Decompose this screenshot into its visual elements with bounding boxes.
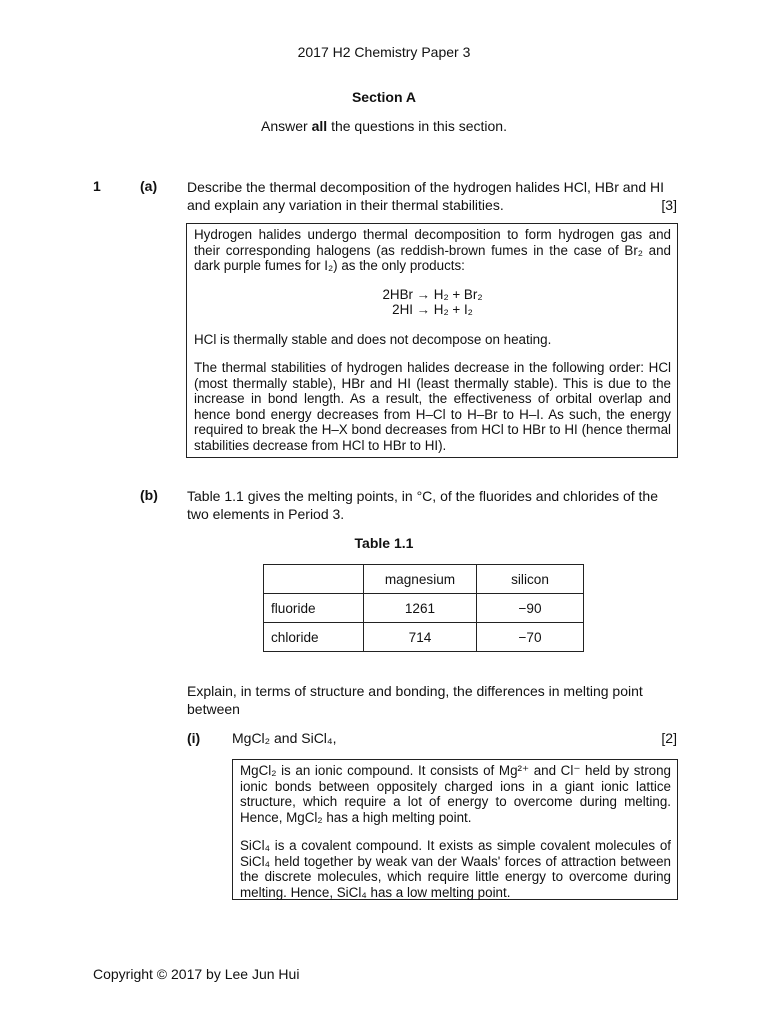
equation-hi: 2HI → H₂ + I₂ (392, 302, 473, 317)
table-title: Table 1.1 (354, 535, 414, 551)
table-cell: 714 (364, 623, 477, 652)
question-number: 1 (93, 178, 101, 194)
instruction-after: the questions in this section. (327, 118, 507, 134)
part-a-question (187, 178, 677, 214)
section-instruction (0, 118, 768, 134)
sub-i-answer-p1: MgCl₂ is an ionic compound. It consists of Mg²⁺ and Cl⁻ held by strong ionic bonds between oppositely charged ions in a giant ionic lattice structure, which require a lot of energy to overcome during melting. Hence, MgCl₂ has a high melting point. (240, 763, 671, 825)
instruction-before: Answer (261, 118, 312, 134)
table-row (264, 623, 584, 652)
table-header-cell: magnesium (364, 565, 477, 594)
sub-i-question-text: MgCl₂ and SiCl₄, (232, 730, 337, 746)
sub-i-answer-p2: SiCl₄ is a covalent compound. It exists as simple covalent molecules of SiCl₄ held together by weak van der Waals' forces of attraction between the discrete molecules, which require little energy to overcome during melting. Hence, SiCl₄ has a low melting point. (240, 838, 671, 900)
table-cell: −90 (477, 594, 584, 623)
melting-points-table (263, 564, 584, 652)
table-header-cell: silicon (477, 565, 584, 594)
copyright-footer: Copyright © 2017 by Lee Jun Hui (93, 966, 300, 982)
table-row (264, 594, 584, 623)
table-cell: chloride (264, 623, 364, 652)
part-b-explain: Explain, in terms of structure and bonding, the differences in melting point between (187, 683, 643, 717)
part-a-marks: [3] (661, 197, 677, 213)
part-a-question-text: Describe the thermal decomposition of the hydrogen halides HCl, HBr and HI and explain any variation in their thermal stabilities. (187, 179, 665, 213)
sub-i-label: (i) (187, 730, 201, 746)
page-header: 2017 H2 Chemistry Paper 3 (297, 44, 471, 60)
instruction-bold: all (311, 118, 328, 134)
table-cell: 1261 (364, 594, 477, 623)
part-a-answer-box (186, 223, 678, 458)
equations (194, 287, 671, 318)
sub-i-answer-box (232, 759, 678, 900)
table-header-row (264, 565, 584, 594)
sub-i-question (232, 730, 677, 746)
part-b-label: (b) (140, 487, 158, 503)
equation-hbr: 2HBr → H₂ + Br₂ (382, 286, 483, 302)
table-cell: −70 (477, 623, 584, 652)
sub-i-marks: [2] (661, 730, 677, 746)
part-a-answer-p2: HCl is thermally stable and does not decompose on heating. (194, 331, 552, 347)
part-a-label: (a) (140, 178, 158, 194)
part-a-answer-p1: Hydrogen halides undergo thermal decomposition to form hydrogen gas and their corresponding halogens (as reddish-brown fumes in the case of Br₂ and dark purple fumes for I₂) as the only products: (194, 227, 671, 273)
part-b-question: Table 1.1 gives the melting points, in °C, of the fluorides and chlorides of the two elements in Period 3. (187, 488, 658, 522)
part-a-answer-p3: The thermal stabilities of hydrogen halides decrease in the following order: HCl (most thermally stable), HBr and HI (least thermally stable). This is due to the increase in bond length. As a result, the effectiveness of orbital overlap and hence bond energy decreases from H–Cl to H–Br to H–I. As such, the energy required to break the H–X bond decreases from HCl to HBr to HI (hence thermal stabilities decrease from HCl to HBr to HI). (194, 360, 671, 453)
table-cell: fluoride (264, 594, 364, 623)
table-header-cell (264, 565, 364, 594)
section-title: Section A (351, 89, 417, 105)
